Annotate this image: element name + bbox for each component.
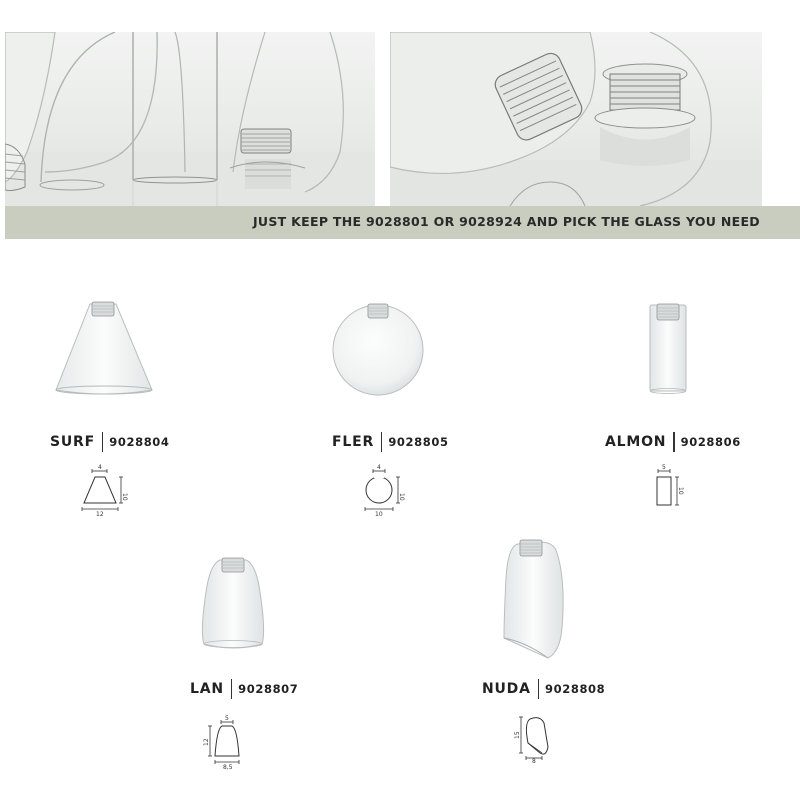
surf-dimension-diagram (74, 463, 134, 517)
surf-glass-image (52, 298, 156, 398)
hero-photo-left (5, 32, 375, 206)
fler-dimension-diagram (353, 463, 413, 517)
nuda-glass-image (500, 538, 568, 662)
surf-code: 9028804 (109, 435, 170, 449)
surf-dim-top: 4 (98, 464, 102, 471)
lan-dim-width: 8,5 (223, 764, 233, 770)
banner-text: JUST KEEP THE 9028801 OR 9028924 AND PICK THE GLASS YOU NEED (252, 214, 760, 229)
banner (5, 206, 800, 239)
nuda-dim-height: 15 (514, 731, 521, 739)
surf-dim-height: 10 (121, 493, 128, 501)
nuda-dimension-diagram (512, 713, 558, 763)
almon-dim-height: 10 (677, 487, 684, 495)
surf-name: SURF (50, 434, 95, 450)
lan-code: 9028807 (238, 682, 299, 696)
lan-dim-top: 5 (225, 715, 229, 722)
fler-code: 9028805 (388, 435, 449, 449)
nuda-dim-width: 8 (532, 758, 536, 763)
fler-glass-image (330, 300, 426, 396)
almon-code: 9028806 (680, 435, 741, 449)
almon-dim-top: 5 (662, 464, 666, 471)
nuda-name: NUDA (482, 681, 531, 697)
fler-dim-height: 10 (398, 493, 405, 501)
almon-dimension-diagram (646, 463, 696, 513)
fler-dim-top: 4 (377, 464, 381, 471)
almon-glass-image (648, 301, 688, 395)
fler-dim-width: 10 (375, 511, 383, 517)
lan-name: LAN (190, 681, 224, 697)
lan-glass-image (196, 552, 270, 652)
nuda-code: 9028808 (545, 682, 606, 696)
lan-dim-height: 12 (203, 738, 210, 746)
almon-name: ALMON (605, 434, 667, 450)
surf-dim-width: 12 (96, 511, 104, 517)
lan-dimension-diagram (201, 714, 251, 770)
fler-name: FLER (332, 434, 375, 450)
hero-photo-right (390, 32, 762, 206)
